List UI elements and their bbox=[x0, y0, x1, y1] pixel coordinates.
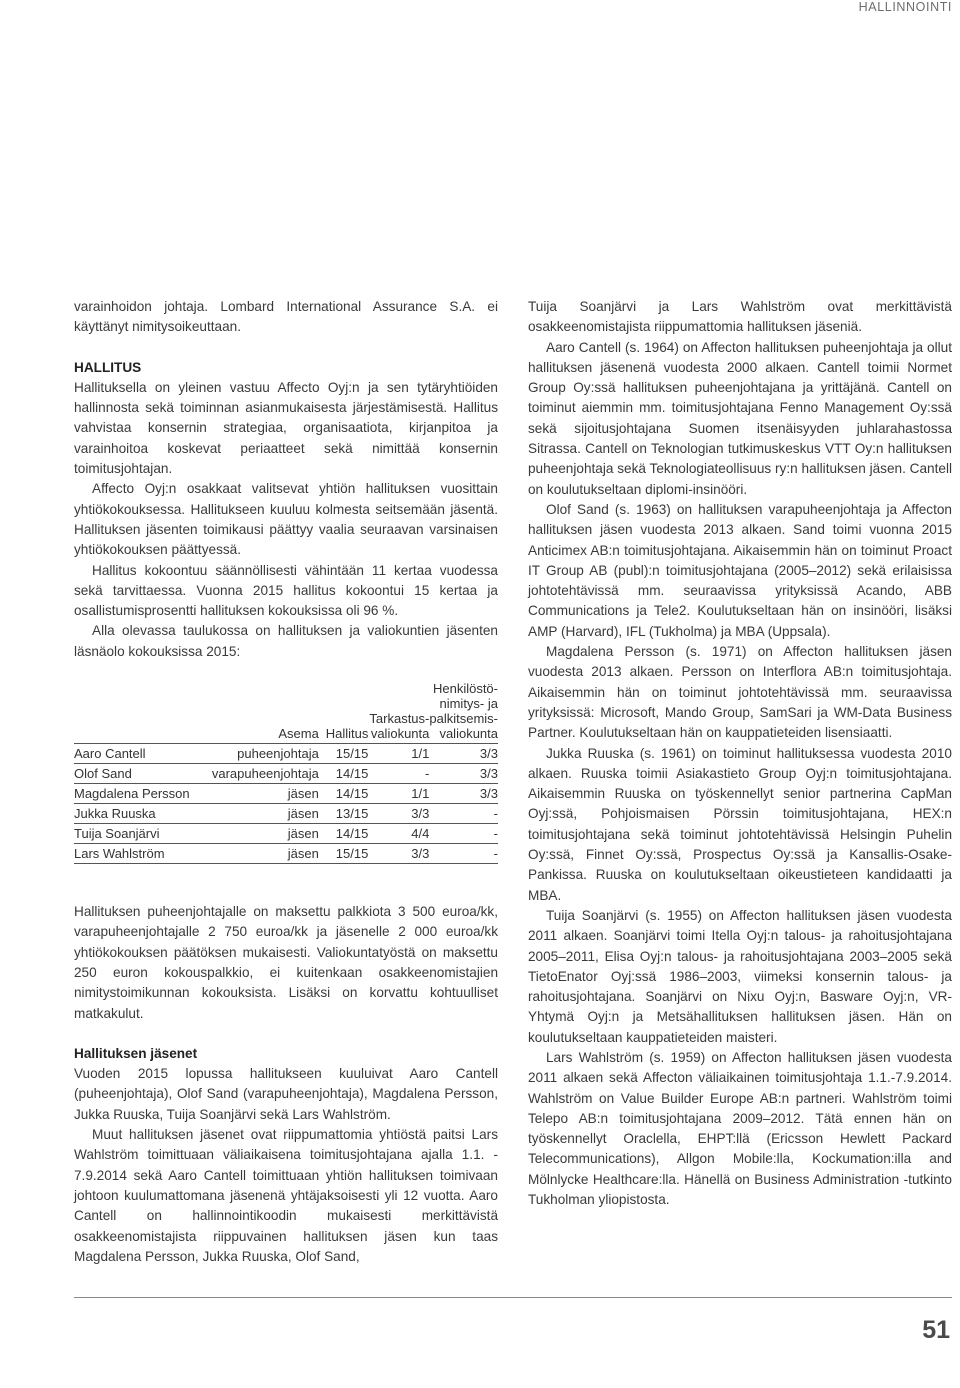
cell-personnel: - bbox=[429, 844, 498, 864]
remuneration-paragraph: Hallituksen puheenjohtajalle on maksettu palkkiota 3 500 euroa/kk, varapuheenjohtajalle 2 750 euroa/kk ja jäsenelle 2 000 euroa/kk yhtiökokouksen päätöksen mukaisesti. Valiokuntatyöstä on maksettu 250 euron kokouspalkkio, ei kuitenkaan osakkeenomistajien nimitystoimikunnan kokouksista. Lisäksi on korvattu kohtuulliset matkakulut. bbox=[74, 904, 498, 1021]
cell-audit: 3/3 bbox=[368, 804, 429, 824]
table-spacer bbox=[74, 864, 498, 902]
table-header-row bbox=[74, 681, 498, 744]
cell-position: jäsen bbox=[190, 804, 319, 824]
cell-name: Lars Wahlström bbox=[74, 844, 190, 864]
header-position: Asema bbox=[190, 681, 319, 744]
cell-personnel: - bbox=[429, 824, 498, 844]
cell-position: varapuheenjohtaja bbox=[190, 764, 319, 784]
header-name bbox=[74, 681, 190, 744]
section-header-label: HALLINNOINTI bbox=[858, 0, 952, 14]
cell-audit: 1/1 bbox=[368, 744, 429, 764]
header-audit-committee bbox=[368, 681, 429, 744]
header-personnel-committee bbox=[429, 681, 498, 744]
right-column bbox=[528, 297, 952, 1210]
members-title: Hallituksen jäsenet bbox=[74, 1045, 198, 1061]
cell-personnel: 3/3 bbox=[429, 744, 498, 764]
table-row bbox=[74, 824, 498, 844]
cell-personnel: - bbox=[429, 804, 498, 824]
cell-name: Aaro Cantell bbox=[74, 744, 190, 764]
cell-name: Tuija Soanjärvi bbox=[74, 824, 190, 844]
cell-audit: 3/3 bbox=[368, 844, 429, 864]
table-row bbox=[74, 744, 498, 764]
cell-personnel: 3/3 bbox=[429, 784, 498, 804]
bio-paragraph: Olof Sand (s. 1963) on hallituksen varapuheenjohtaja ja Affecton hallituksen jäsen vuodesta 2013 alkaen. Sand toimi vuonna 2015 Anticimex AB:n toimitusjohtajana. Aikaisemmin hän on toiminut Proact IT Group AB (publ):n toimitusjohtajana (2005–2012) sekä erilaisissa johtotehtävissä mm. seuraavissa yrityksissä Acando, ABB Communications ja Tele2. Koulutukseltaan hän on insinööri, lisäksi AMP (Harvard), IFL (Tukholma) ja MBA (Uppsala). bbox=[528, 501, 952, 639]
intro-paragraph: varainhoidon johtaja. Lombard International Assurance S.A. ei käyttänyt nimitysoikeuttaan. bbox=[74, 299, 498, 335]
left-column bbox=[74, 297, 498, 1267]
cell-name: Jukka Ruuska bbox=[74, 804, 190, 824]
footer-rule bbox=[74, 1297, 952, 1298]
body-paragraph: Hallitus kokoontuu säännöllisesti vähintään 11 kertaa vuodessa sekä tarvittaessa. Vuonna 2015 hallitus kokoontui 15 kertaa ja osallistumisprosentti hallituksen kokouksissa oli 96 %. bbox=[74, 562, 498, 619]
body-paragraph: Hallituksella on yleinen vastuu Affecto Oyj:n ja sen tytäryhtiöiden hallinnosta sekä toiminnan asianmukaisesta järjestämisestä. Hallitus vahvistaa konsernin strategiaa, organisaatiota, kirjanpitoa ja varainhoitoa koskevat periaatteet sekä nimittää konsernin toimitusjohtajan. bbox=[74, 379, 498, 477]
cell-name: Olof Sand bbox=[74, 764, 190, 784]
members-paragraph: Muut hallituksen jäsenet ovat riippumattomia yhtiöstä paitsi Lars Wahlström toimittuaan väliaikaisena toimitusjohtajana ajalla 1.1. - 7.9.2014 sekä Aaro Cantell toimittuaan yhtiön hallituksen toimivaan johtoon kuulumattomana jäsenenä yhtäjaksoisesti yli 12 vuotta. Aaro Cantell on hallinnointikoodin mukaisesti merkittävistä osakkeenomistajista riippuvainen hallituksen jäsen kun taas Magdalena Persson, Jukka Ruuska, Olof Sand, bbox=[74, 1127, 498, 1264]
bio-paragraph: Jukka Ruuska (s. 1961) on toiminut hallituksessa vuodesta 2010 alkaen. Ruuska toimii Asiakastieto Group Oyj:n toimitusjohtajana. Aikaisemmin Ruuska on työskennellyt senior partnerina CapMan Oyj:ssä, Pohjoismaisen Pörssin toimitusjohtajana, HEX:n toimitusjohtajana sekä toiminut johtotehtävissä Helsingin Puhelin Oy:ssä, Finnet Oy:ssä, Prospectus Oy:ssä ja Kansallis-Osake-Pankissa. Ruuska on koulutukseltaan oikeustieteen kandidaatti ja MBA. bbox=[528, 745, 952, 903]
header-personnel-text: Henkilöstö-nimitys- ja palkitsemis-valiokunta bbox=[429, 681, 498, 742]
cell-personnel: 3/3 bbox=[429, 764, 498, 784]
cell-board: 15/15 bbox=[319, 844, 369, 864]
cell-audit: 4/4 bbox=[368, 824, 429, 844]
bio-paragraph: Magdalena Persson (s. 1971) on Affecton hallituksen jäsen vuodesta 2013 alkaen. Persson on Interflora AB:n toimitusjohtaja. Aikaisemmin hän on toiminut johtotehtävissä mm. seuraavissa yrityksissä: Microsoft, Mando Group, SamSari ja WM-Data Business Partner. Koulutukseltaan hän on kauppatieteiden lisensiaatti. bbox=[528, 644, 952, 741]
attendance-table bbox=[74, 681, 498, 864]
page-number: 51 bbox=[922, 1316, 950, 1344]
body-paragraph: Affecto Oyj:n osakkaat valitsevat yhtiön hallituksen vuosittain yhtiökokouksessa. Hallitukseen kuuluu kolmesta seitsemään jäsentä. Hallituksen jäsenten toimikausi päättyy vaalia seuraavan varsinaisen yhtiökokouksen päättyessä. bbox=[74, 481, 498, 558]
table-row bbox=[74, 844, 498, 864]
members-paragraph: Vuoden 2015 lopussa hallitukseen kuuluivat Aaro Cantell (puheenjohtaja), Olof Sand (varapuheenjohtaja), Magdalena Persson, Jukka Ruuska, Tuija Soanjärvi sekä Lars Wahlström. bbox=[74, 1066, 498, 1122]
table-row bbox=[74, 784, 498, 804]
section-title: HALLITUS bbox=[74, 359, 142, 375]
cell-board: 13/15 bbox=[319, 804, 369, 824]
cell-board: 15/15 bbox=[319, 744, 369, 764]
cell-audit: 1/1 bbox=[368, 784, 429, 804]
bio-paragraph: Lars Wahlström (s. 1959) on Affecton hallituksen jäsen vuodesta 2011 alkaen sekä Affecton väliaikainen toimitusjohtaja 1.1.-7.9.2014. Wahlström on Value Builder Europe AB:n partneri. Wahlström toimi Telepo AB:n toimitusjohtajana 2009–2012. Tätä ennen hän on työskennellyt Oraclella, EHPT:llä (Ericsson Hewlett Packard Telecommunications), Allgon Mobile:lla, Kockumation:illa and Mölnlycke Healthcare:lla. Hänellä on Business Administration -tutkinto Tukholman yliopistosta. bbox=[528, 1049, 952, 1208]
cell-position: puheenjohtaja bbox=[190, 744, 319, 764]
bio-paragraph: Aaro Cantell (s. 1964) on Affecton hallituksen puheenjohtaja ja ollut hallituksen jäsenenä vuodesta 2000 alkaen. Cantell toimii Normet Group Oy:ssä hallituksen puheenjohtajana ja yrittäjänä. Cantell on toiminut aiemmin mm. toimitusjohtajana Fenno Management Oy:ssä sekä sijoitusjohtajana Suomen itsenäisyyden juhlarahastossa Sitrassa. Cantell on Teknologian tutkimuskeskus VTT Oy:n hallituksen puheenjohtaja sekä Teknologiateollisuus ry:n hallituksen jäsen. Cantell on koulutukseltaan diplomi-insinööri. bbox=[528, 339, 952, 497]
cell-board: 14/15 bbox=[319, 784, 369, 804]
body-paragraph: Alla olevassa taulukossa on hallituksen ja valiokuntien jäsenten läsnäolo kokouksissa 2015: bbox=[74, 623, 498, 659]
cell-position: jäsen bbox=[190, 784, 319, 804]
bio-paragraph: Tuija Soanjärvi ja Lars Wahlström ovat merkittävistä osakkeenomistajista riippumattomia hallituksen jäseniä. bbox=[528, 299, 952, 335]
cell-board: 14/15 bbox=[319, 824, 369, 844]
cell-audit: - bbox=[368, 764, 429, 784]
table-row bbox=[74, 764, 498, 784]
cell-name: Magdalena Persson bbox=[74, 784, 190, 804]
table-row bbox=[74, 804, 498, 824]
cell-position: jäsen bbox=[190, 844, 319, 864]
bio-paragraph: Tuija Soanjärvi (s. 1955) on Affecton hallituksen jäsen vuodesta 2011 alkaen. Soanjärvi toimi Itella Oyj:n talous- ja rahoitusjohtajana 2005–2011, Elisa Oyj:n talous- ja rahoitusjohtajana 2003–2005 sekä TietoEnator Oyj:ssä 1986–2003, viimeksi konsernin talous- ja rahoitusjohtajana. Soanjärvi on Nixu Oyj:n, Basware Oyj:n, VR-Yhtymä Oyj:n ja Metsähallituksen hallituksen jäsen. Hän on koulutukseltaan kauppatieteiden maisteri. bbox=[528, 907, 952, 1045]
cell-board: 14/15 bbox=[319, 764, 369, 784]
cell-position: jäsen bbox=[190, 824, 319, 844]
header-board: Hallitus bbox=[319, 681, 369, 744]
header-audit-text: Tarkastus-valiokunta bbox=[369, 711, 430, 742]
